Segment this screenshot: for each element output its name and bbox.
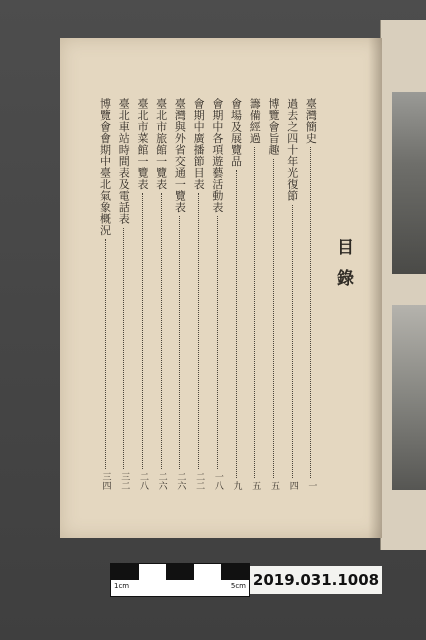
toc-entry-page: 二六 xyxy=(175,472,186,490)
toc-leader-dots xyxy=(179,216,180,469)
toc-entry xyxy=(115,98,133,490)
toc-entry xyxy=(283,98,301,490)
toc-leader-dots xyxy=(198,193,199,469)
scale-left-label: 1cm xyxy=(114,582,130,590)
facing-page-photo-bottom xyxy=(392,305,426,490)
toc-entry-title: 臺灣與外省交通一覽表 xyxy=(173,98,187,213)
toc-leader-dots xyxy=(161,193,162,469)
scale-right-label: 5cm xyxy=(230,582,246,590)
toc-entry xyxy=(246,98,264,490)
toc-entry-page: 五 xyxy=(268,481,279,490)
toc-entry-title: 博覽會旨趣 xyxy=(266,98,280,156)
toc-entry-title: 會場及展覽品 xyxy=(229,98,243,167)
toc-leader-dots xyxy=(310,147,311,478)
toc-entry-page: 二二 xyxy=(194,472,205,490)
toc-entry-title: 過去之四十年光復節 xyxy=(285,98,299,202)
toc-entry-title: 博覽會會期中臺北氣象概況 xyxy=(98,98,112,236)
toc-leader-dots xyxy=(105,239,106,469)
toc-entry xyxy=(264,98,282,490)
toc-entry xyxy=(302,98,320,490)
toc-leader-dots xyxy=(254,147,255,478)
toc-entry-page: 二六 xyxy=(156,472,167,490)
toc-entry-page: 一八 xyxy=(212,472,223,490)
toc-entry xyxy=(171,98,189,490)
toc-entry-title: 臺灣簡史 xyxy=(304,98,318,144)
toc-entry-title: 會期中各項遊藝活動表 xyxy=(210,98,224,213)
accession-number-label: 2019.031.1008 xyxy=(250,566,382,594)
toc-entry-page: 三二 xyxy=(119,472,130,490)
toc-entry xyxy=(96,98,114,490)
toc-entry-page: 五 xyxy=(250,481,261,490)
toc-entry-page: 四 xyxy=(287,481,298,490)
toc-entry xyxy=(152,98,170,490)
scale-bar xyxy=(110,563,250,597)
table-of-contents xyxy=(96,98,320,490)
toc-leader-dots xyxy=(123,228,124,470)
toc-entry xyxy=(208,98,226,490)
toc-entry-title: 臺北市旅館一覽表 xyxy=(154,98,168,190)
toc-entry xyxy=(190,98,208,490)
toc-leader-dots xyxy=(236,170,237,478)
spine-shadow xyxy=(368,38,382,538)
facing-page-photo-top xyxy=(392,92,426,274)
toc-leader-dots xyxy=(217,216,218,469)
toc-entry xyxy=(227,98,245,490)
toc-entry-page: 三四 xyxy=(100,472,111,490)
toc-entry-title: 籌備經過 xyxy=(248,98,262,144)
toc-leader-dots xyxy=(142,193,143,469)
toc-entry-title: 臺北車站時間表及電話表 xyxy=(117,98,131,225)
page-title: 目錄 xyxy=(333,238,353,300)
toc-entry-page: 九 xyxy=(231,481,242,490)
toc-leader-dots xyxy=(292,205,293,479)
toc-entry-page: 二八 xyxy=(137,472,148,490)
toc-entry-page: 一 xyxy=(306,481,317,490)
toc-entry-title: 會期中廣播節目表 xyxy=(192,98,206,190)
toc-leader-dots xyxy=(273,159,274,479)
toc-entry-title: 臺北市菜館一覽表 xyxy=(135,98,149,190)
toc-entry xyxy=(133,98,151,490)
